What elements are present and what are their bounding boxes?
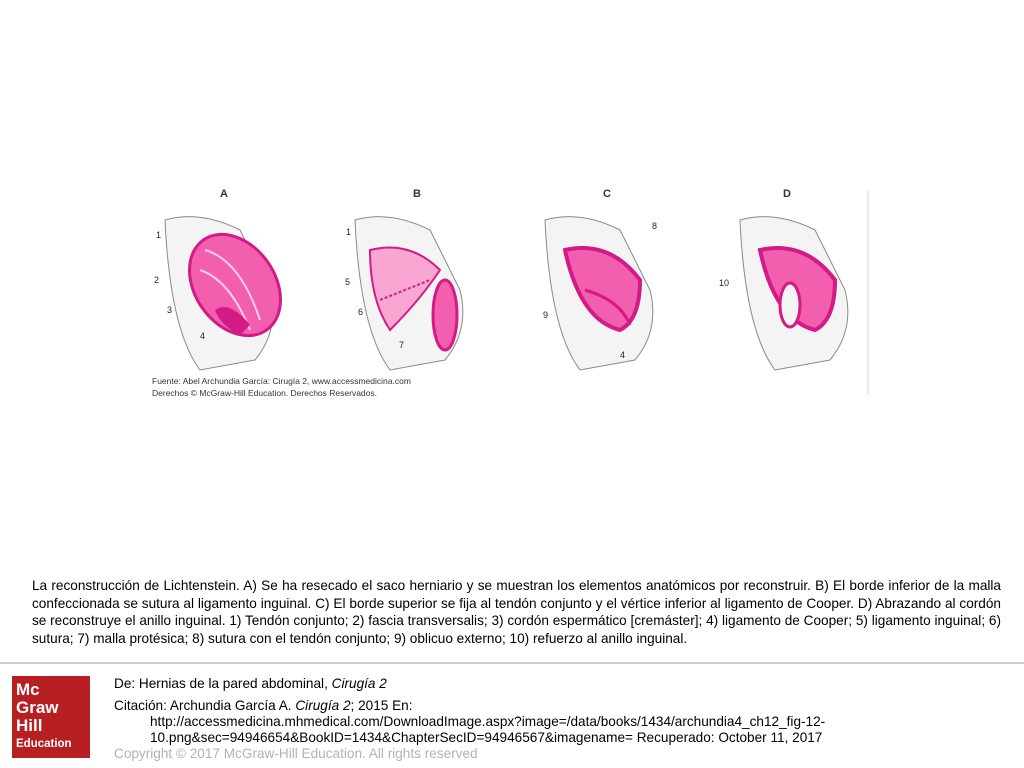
panel-label-b: B [413, 188, 421, 200]
callout-a-2: 2 [154, 275, 160, 285]
callout-d-10: 10 [719, 278, 730, 288]
callout-b-7: 7 [399, 340, 405, 350]
footer-from: De: Hernias de la pared abdominal, Cirugía 2 [114, 676, 387, 691]
callout-b-5: 5 [345, 277, 351, 287]
surgical-figure [140, 185, 870, 400]
callout-c-8: 8 [652, 221, 658, 231]
panel-d-drawing [740, 217, 848, 370]
source-line-1: Fuente: Abel Archundia García: Cirugía 2, www.accessmedicina.com [152, 376, 411, 386]
callout-c-9: 9 [543, 310, 549, 320]
footer-citation: Citación: Archundia García A. Cirugía 2; 2015 En: [114, 698, 413, 713]
figure-caption: La reconstrucción de Lichtenstein. A) Se ha resecado el saco herniario y se muestran los elementos anatómicos por reconstruir. B) El borde inferior de la malla confeccionada se sutura al ligamento inguinal. C) El borde superior se fija al tendón conjunto y el vértice inferior al ligamento de Cooper. D) Abrazando al cordón se reconstruye el anillo inguinal. 1) Tendón conjunto; 2) fascia transversalis; 3) cordón espermático [cremáster]; 4) ligamento de Cooper; 5) ligamento inguinal; 6) sutura; 7) malla protésica; 8) sutura con el tendón conjunto; 9) oblicuo externo; 10) refuerzo al anillo inguinal. [32, 578, 1001, 646]
panel-label-c: C [603, 188, 611, 200]
panel-label-a: A [220, 188, 228, 200]
mcgraw-hill-logo: Mc Graw Hill Education [12, 676, 90, 758]
panel-c-drawing [545, 217, 653, 370]
citation-url-line-2[interactable]: 10.png&sec=94946654&BookID=1434&ChapterSecID=94946567&imagename= Recuperado: October 11, 2017 [150, 730, 823, 745]
citation-url-line-1[interactable]: http://accessmedicina.mhmedical.com/DownloadImage.aspx?image=/data/books/1434/archundia4_ch12_fig-12- [150, 714, 826, 729]
panel-b-drawing [355, 217, 463, 370]
callout-b-6: 6 [358, 307, 364, 317]
callout-c-4: 4 [620, 350, 626, 360]
copyright-notice: Copyright © 2017 McGraw-Hill Education. All rights reserved [114, 746, 478, 761]
figure-illustration [140, 185, 870, 400]
callout-a-1: 1 [156, 230, 162, 240]
callout-b-1: 1 [346, 227, 352, 237]
callout-a-3: 3 [167, 305, 173, 315]
footer-divider [0, 662, 1024, 664]
source-line-2: Derechos © McGraw-Hill Education. Derechos Reservados. [152, 388, 377, 398]
panel-a-drawing [165, 217, 299, 370]
panel-label-d: D [783, 188, 791, 200]
callout-a-4: 4 [200, 331, 206, 341]
figure-source [152, 375, 411, 399]
